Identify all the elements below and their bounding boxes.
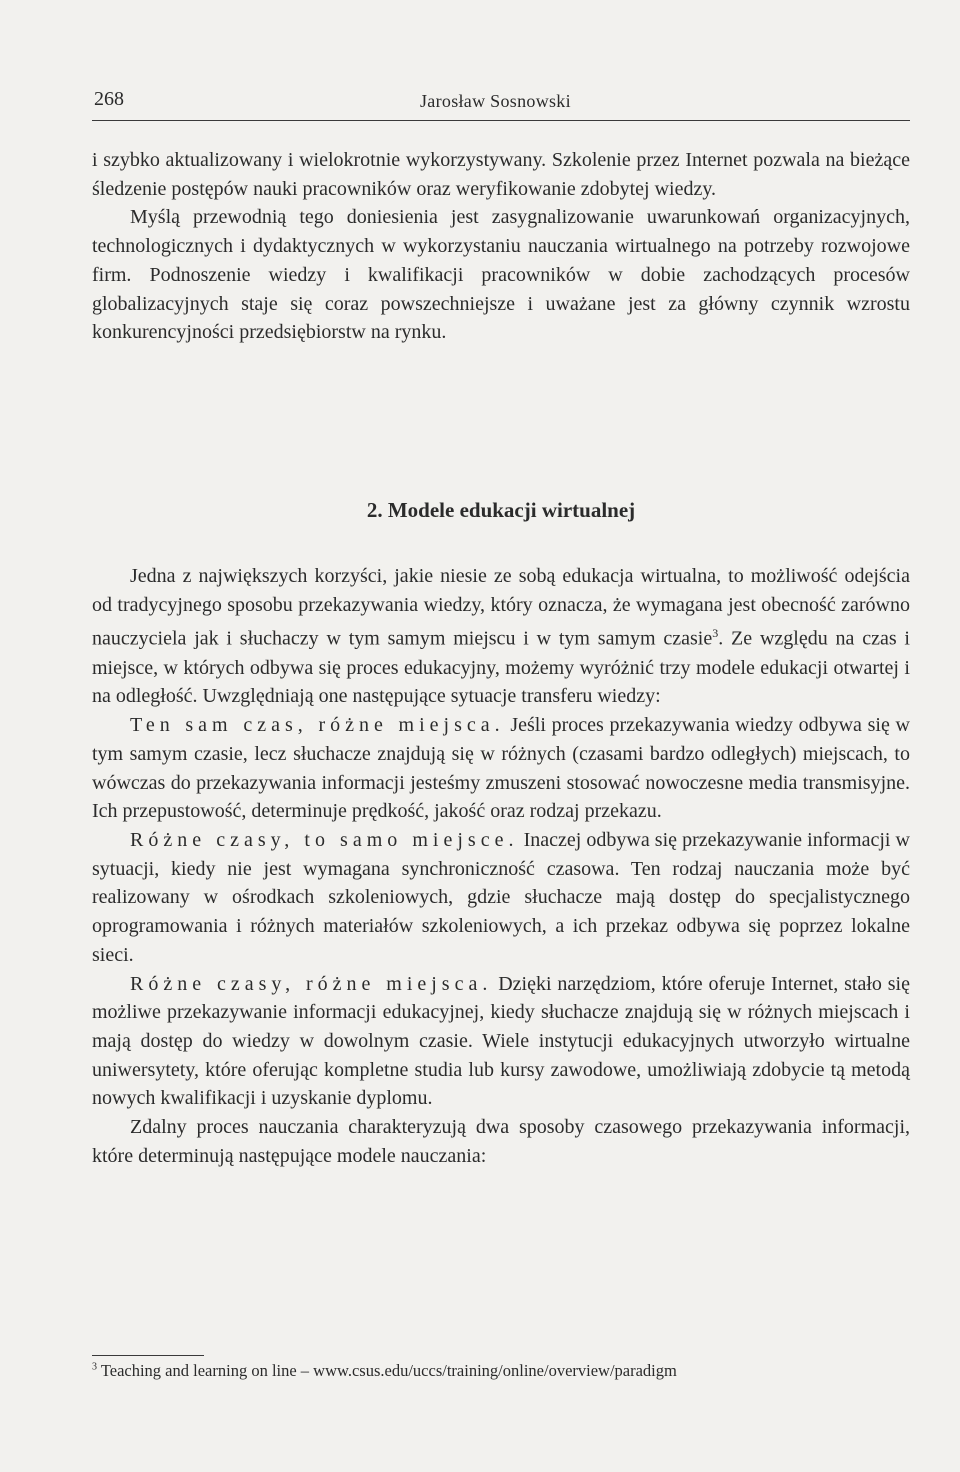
paragraph	[92, 711, 910, 826]
paragraph: Zdalny proces nauczania charakteryzują dwa sposoby czasowego przekazywania informacji, które determinują następujące modele nauczania:	[92, 1116, 910, 1167]
model-label: Różne czasy, to samo miejsce.	[130, 828, 519, 851]
paragraph-text: Jedna z największych korzyści, jakie niesie ze sobą edukacja wirtualna, to możliwość odejścia od tradycyjnego sposobu przekazywania wiedzy, który oznacza, że wymagana jest obecność zarówno nauczyciela jak i słuchaczy w tym samym miejscu i w tym samym czasie	[92, 565, 910, 651]
paragraph	[92, 562, 910, 711]
section-text	[92, 562, 910, 1170]
paragraph-text: Jeśli proces przekazywania wiedzy odbywa się w tym samym czasie, lecz słuchacze znajdują się w różnych (czasami bardzo odległych) miejscach, to wówczas do przekazywania informacji jesteśmy zmuszeni stosować nowoczesne media transmisyjne. Ich przepustowość, determinuje prędkość, jakość oraz rodzaj przekazu.	[92, 714, 910, 823]
footnote-reference: 3	[712, 626, 719, 641]
section-heading: 2. Modele edukacji wirtualnej	[366, 498, 636, 522]
running-head-author: Jarosław Sosnowski	[420, 91, 571, 111]
footnote-rule	[92, 1355, 204, 1356]
page-number: 268	[94, 88, 124, 110]
paragraph	[92, 970, 910, 1114]
page-header	[92, 88, 910, 122]
paragraph-text: Dzięki narzędziom, które oferuje Internet, stało się możliwe przekazywanie informacji edukacyjnej, kiedy słuchacze znajdują się w różnych miejscach i mają dostęp do wiedzy w dowolnym czasie. Wiele instytucji edukacyjnych utworzyło wirtualne uniwersytety, które oferując kompletne studia lub kursy zawodowe, umożliwiają zdobycie tą metodą nowych kwalifikacji i uzyskanie dyplomu.	[92, 972, 910, 1110]
header-rule	[92, 120, 910, 121]
footnote-text: Teaching and learning on line – www.csus.edu/uccs/training/online/overview/paradigm	[97, 1361, 677, 1380]
model-label: Ten sam czas, różne miejsca.	[130, 714, 505, 737]
paragraph: i szybko aktualizowany i wielokrotnie wykorzystywany. Szkolenie przez Internet pozwala na bieżące śledzenie postępów nauki pracowników oraz weryfikowanie zdobytej wiedzy.	[92, 149, 910, 200]
footnote-mark: 3	[92, 1361, 97, 1373]
footnote	[92, 1361, 910, 1381]
paragraph-text: Inaczej odbywa się przekazywanie informacji w sytuacji, kiedy nie jest wymagana synchroniczność czasowa. Ten rodzaj nauczania może być realizowany w ośrodkach szkoleniowych, gdzie słuchacze mają dostęp do specjalistycznego oprogramowania i różnych materiałów szkoleniowych, a ich przekaz odbywa się poprzez lokalne sieci.	[92, 828, 910, 966]
paragraph	[92, 826, 910, 970]
model-label: Różne czasy, różne miejsca.	[130, 972, 493, 995]
paragraph-text: . Ze względu na czas i miejsce, w których odbywa się proces edukacyjny, możemy wyróżnić trzy modele edukacji otwartej i na odległość. Uwzględniają one następujące sytuacje transferu wiedzy:	[92, 628, 910, 708]
intro-text	[92, 146, 910, 347]
paragraph: Myślą przewodnią tego doniesienia jest zasygnalizowanie uwarunkowań organizacyjnych, technologicznych i dydaktycznych w wykorzystaniu nauczania wirtualnego na potrzeby rozwojowe firm. Podnoszenie wiedzy i kwalifikacji pracowników w dobie zachodzących procesów globalizacyjnych staje się coraz powszechniejsze i uważane jest za główny czynnik wzrostu konkurencyjności przedsiębiorstw na rynku.	[92, 206, 910, 344]
